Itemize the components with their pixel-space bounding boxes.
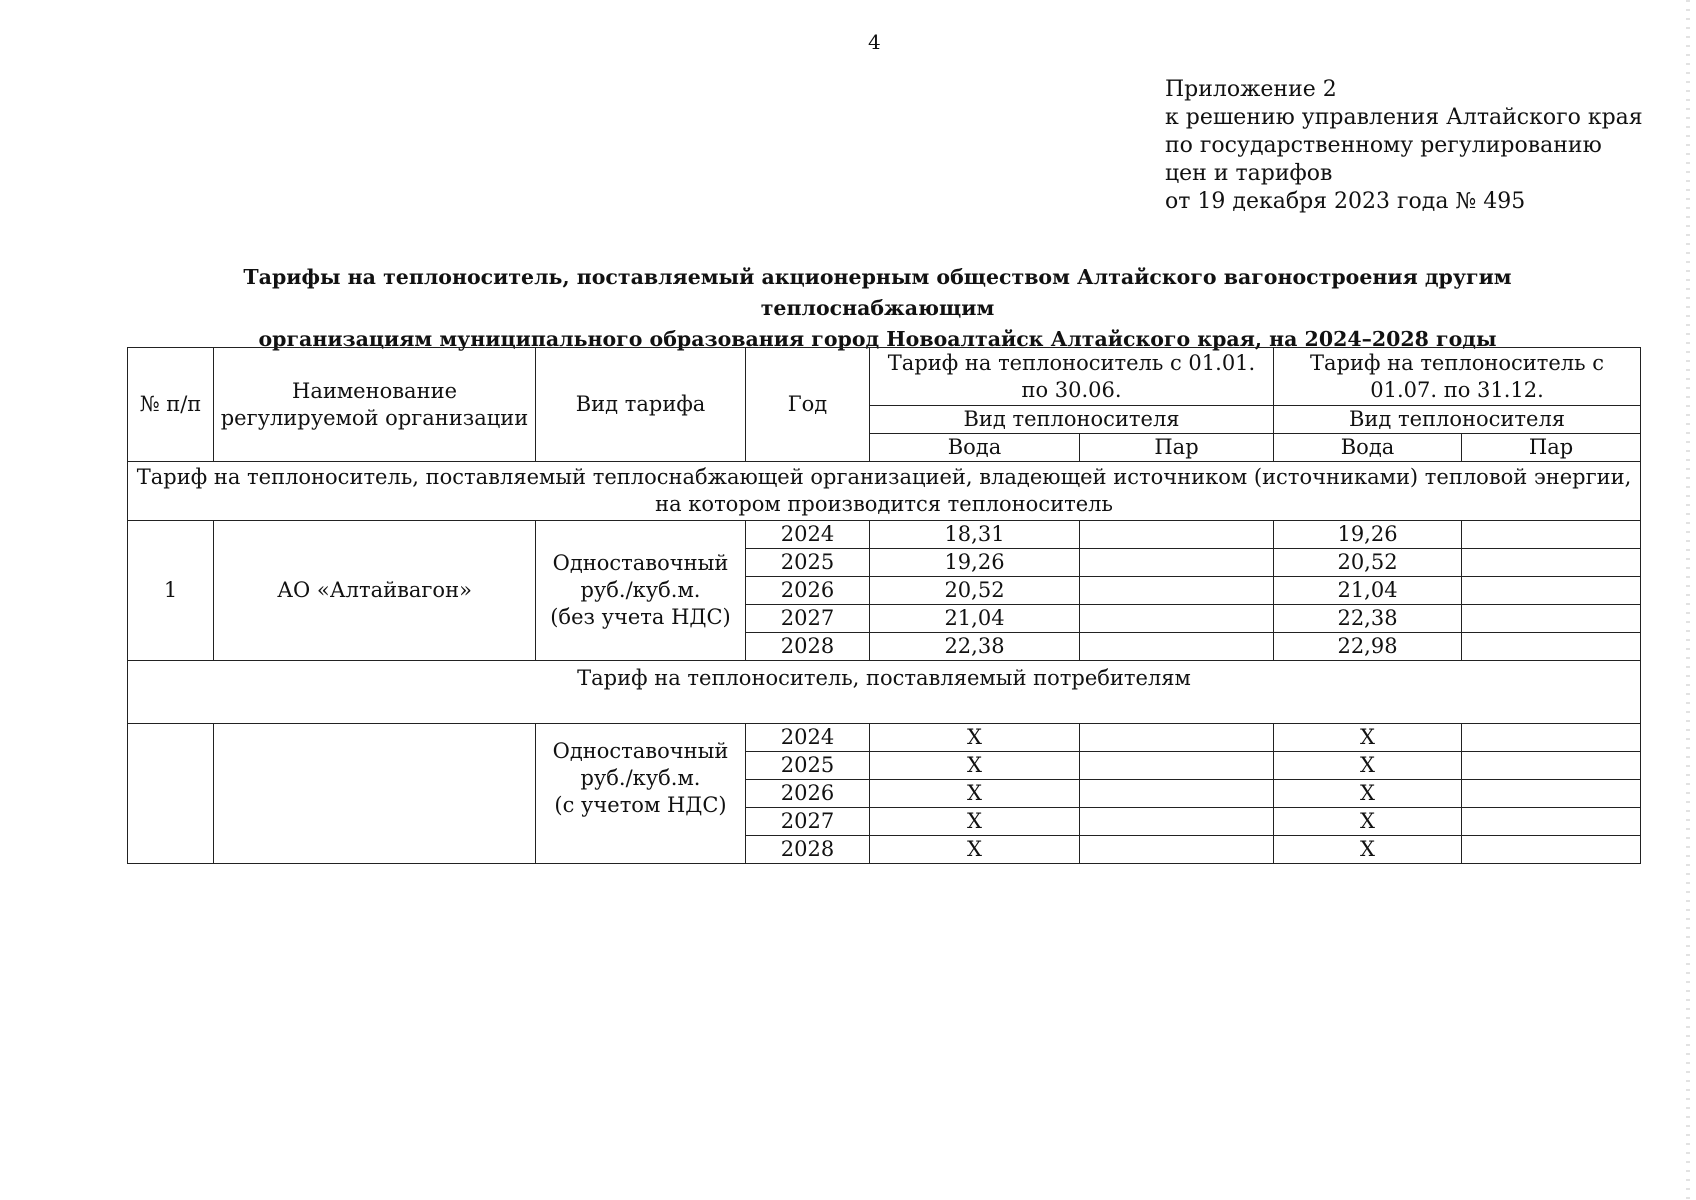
water-tariff-2: X (1274, 752, 1462, 780)
water-tariff-1: X (870, 752, 1080, 780)
water-tariff-1: 19,26 (870, 549, 1080, 577)
header-org-name: Наименование регулируемой организации (214, 348, 536, 462)
header-carrier-type-2: Вид теплоносителя (1274, 406, 1641, 434)
header-steam-1: Пар (1080, 434, 1274, 462)
header-period-1: Тариф на теплоноситель с 01.01. по 30.06. (870, 348, 1274, 406)
header-water-2: Вода (1274, 434, 1462, 462)
steam-tariff-2 (1462, 521, 1641, 549)
steam-tariff-2 (1462, 780, 1641, 808)
title-line: организациям муниципального образования город Новоалтайск Алтайского края, на 2024–2028 годы (258, 327, 1497, 351)
water-tariff-2: 22,38 (1274, 605, 1462, 633)
steam-tariff-1 (1080, 605, 1274, 633)
header-carrier-type-1: Вид теплоносителя (870, 406, 1274, 434)
document-title (140, 262, 1615, 355)
steam-tariff-2 (1462, 724, 1641, 752)
year-cell: 2024 (746, 724, 870, 752)
year-cell: 2024 (746, 521, 870, 549)
appendix-line: Приложение 2 (1165, 77, 1337, 102)
org-name (214, 724, 536, 864)
tariff-type-line: (с учетом НДС) (554, 793, 727, 817)
section-1-title-line: на котором производится теплоноситель (655, 492, 1113, 516)
tariff-type-line: Одноставочный (552, 551, 729, 575)
water-tariff-1: 18,31 (870, 521, 1080, 549)
water-tariff-2: 21,04 (1274, 577, 1462, 605)
steam-tariff-1 (1080, 724, 1274, 752)
year-cell: 2028 (746, 836, 870, 864)
water-tariff-1: X (870, 780, 1080, 808)
steam-tariff-1 (1080, 780, 1274, 808)
page-number: 4 (868, 30, 881, 54)
appendix-line: по государственному регулированию (1165, 133, 1602, 158)
header-year: Год (746, 348, 870, 462)
year-cell: 2025 (746, 549, 870, 577)
appendix-line: от 19 декабря 2023 года № 495 (1165, 189, 1526, 214)
header-tariff-type: Вид тарифа (536, 348, 746, 462)
year-cell: 2027 (746, 605, 870, 633)
scan-edge-artifact (1686, 0, 1690, 1200)
section-2-title: Тариф на теплоноситель, поставляемый потребителям (128, 661, 1641, 724)
water-tariff-2: 19,26 (1274, 521, 1462, 549)
water-tariff-1: 22,38 (870, 633, 1080, 661)
steam-tariff-1 (1080, 836, 1274, 864)
tariff-type-line: (без учета НДС) (550, 605, 731, 629)
water-tariff-1: 20,52 (870, 577, 1080, 605)
year-cell: 2028 (746, 633, 870, 661)
water-tariff-2: X (1274, 808, 1462, 836)
header-period-2: Тариф на теплоноситель с 01.07. по 31.12. (1274, 348, 1641, 406)
appendix-block (1165, 76, 1643, 216)
steam-tariff-2 (1462, 605, 1641, 633)
water-tariff-1: X (870, 836, 1080, 864)
year-cell: 2026 (746, 780, 870, 808)
steam-tariff-1 (1080, 633, 1274, 661)
appendix-line: к решению управления Алтайского края (1165, 105, 1643, 130)
water-tariff-2: 20,52 (1274, 549, 1462, 577)
water-tariff-2: X (1274, 836, 1462, 864)
water-tariff-1: X (870, 724, 1080, 752)
appendix-line: цен и тарифов (1165, 161, 1333, 186)
steam-tariff-1 (1080, 577, 1274, 605)
row-num (128, 724, 214, 864)
table-row (128, 521, 1641, 549)
steam-tariff-1 (1080, 752, 1274, 780)
org-name: АО «Алтайвагон» (214, 521, 536, 661)
tariff-type (536, 521, 746, 661)
water-tariff-1: X (870, 808, 1080, 836)
water-tariff-1: 21,04 (870, 605, 1080, 633)
tariff-type (536, 724, 746, 864)
steam-tariff-2 (1462, 549, 1641, 577)
steam-tariff-1 (1080, 549, 1274, 577)
steam-tariff-2 (1462, 752, 1641, 780)
year-cell: 2026 (746, 577, 870, 605)
section-1-title-line: Тариф на теплоноситель, поставляемый теплоснабжающей организацией, владеющей источником (источниками) тепловой энергии, (136, 465, 1632, 489)
tariff-type-line: руб./куб.м. (580, 578, 701, 602)
steam-tariff-2 (1462, 633, 1641, 661)
water-tariff-2: 22,98 (1274, 633, 1462, 661)
tariff-table (127, 347, 1641, 864)
header-water-1: Вода (870, 434, 1080, 462)
steam-tariff-2 (1462, 808, 1641, 836)
section-1-title (128, 462, 1641, 521)
tariff-type-line: Одноставочный (552, 739, 729, 763)
water-tariff-2: X (1274, 724, 1462, 752)
tariff-type-line: руб./куб.м. (580, 766, 701, 790)
table-row (128, 724, 1641, 752)
year-cell: 2025 (746, 752, 870, 780)
steam-tariff-2 (1462, 836, 1641, 864)
steam-tariff-1 (1080, 808, 1274, 836)
header-steam-2: Пар (1462, 434, 1641, 462)
steam-tariff-1 (1080, 521, 1274, 549)
header-num: № п/п (128, 348, 214, 462)
steam-tariff-2 (1462, 577, 1641, 605)
water-tariff-2: X (1274, 780, 1462, 808)
year-cell: 2027 (746, 808, 870, 836)
title-line: Тарифы на теплоноситель, поставляемый акционерным обществом Алтайского вагоностроения другим теплоснабжающим (243, 265, 1512, 320)
row-num: 1 (128, 521, 214, 661)
